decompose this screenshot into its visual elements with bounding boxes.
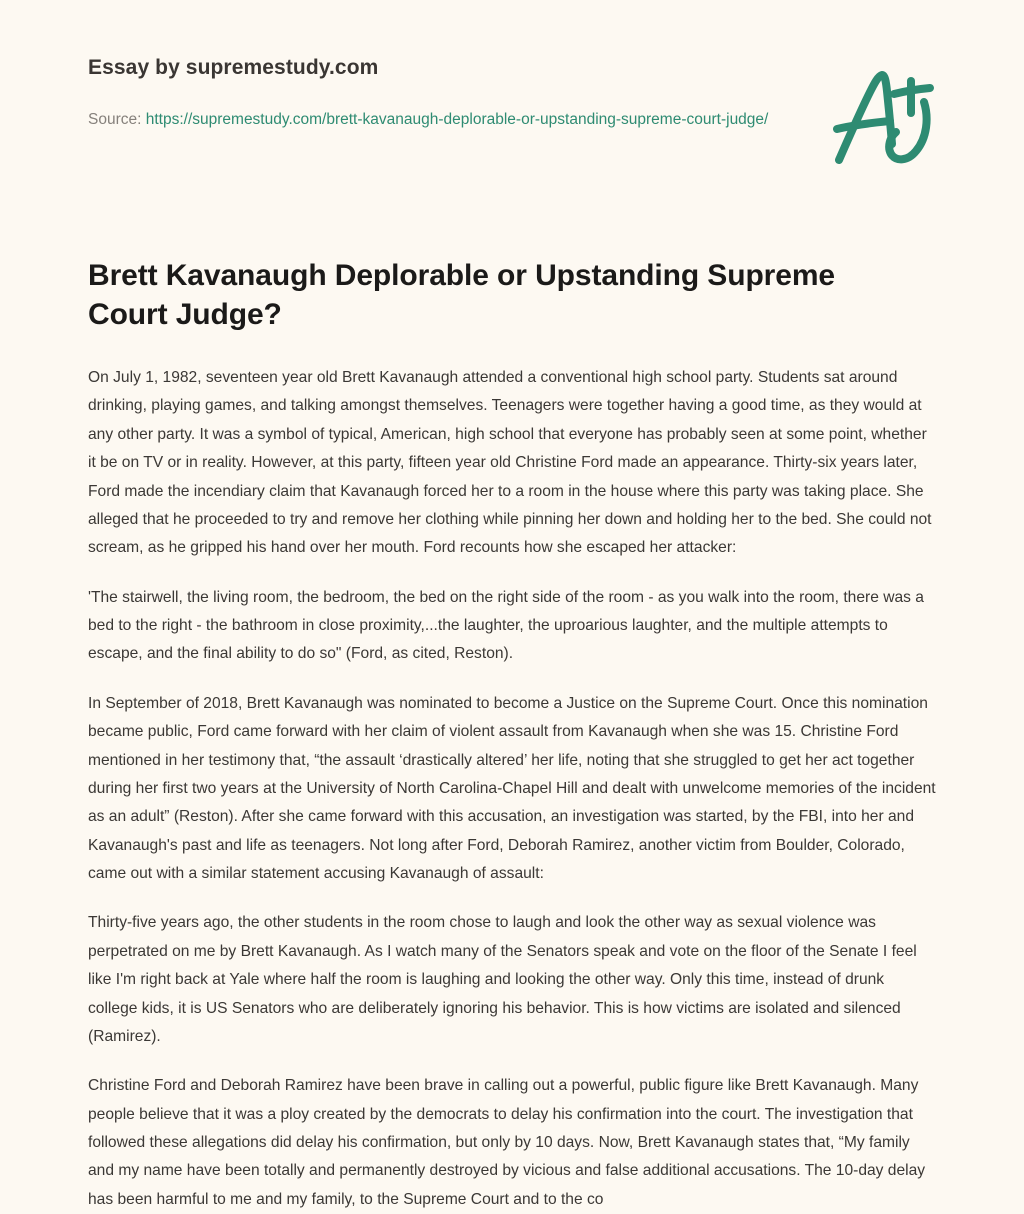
source-url-link[interactable]: https://supremestudy.com/brett-kavanaugh-deplorable-or-upstanding-supreme-court-judge/	[145, 111, 769, 129]
essay-byline: Essay by supremestudy.com	[88, 56, 379, 79]
article	[0, 256, 1024, 1214]
article-body	[88, 364, 936, 1214]
source-line	[88, 107, 778, 132]
paragraph: Christine Ford and Deborah Ramirez have been brave in calling out a powerful, public figure like Brett Kavanaugh. Many people believe that it was a ploy created by the democrats to delay his confirmation into the court. The investigation that followed these allegations did delay his confirmation, but only by 10 days. Now, Brett Kavanaugh states that, “My family and my name have been totally and permanently destroyed by vicious and false additional accusations. The 10-day delay has been harmful to me and my family, to the Supreme Court and to the co	[88, 1077, 926, 1208]
page-header	[0, 0, 1024, 186]
page-title: Brett Kavanaugh Deplorable or Upstanding Supreme Court Judge?	[88, 259, 835, 331]
paragraph: Thirty-five years ago, the other students in the room chose to laugh and look the other way as sexual violence was perpetrated on me by Brett Kavanaugh. As I watch many of the Senators speak and vote on the floor of the Senate I feel like I'm right back at Yale where half the room is laughing and looking the other way. Only this time, instead of drunk college kids, it is US Senators who are deliberately ignoring his behavior. This is how victims are isolated and silenced (Ramirez).	[88, 914, 917, 1045]
paragraph: In September of 2018, Brett Kavanaugh was nominated to become a Justice on the Supreme Court. Once this nomination became public, Ford came forward with her claim of violent assault from Kavanaugh when she was 15. Christine Ford mentioned in her testimony that, “the assault ‘drastically altered’ her life, noting that she struggled to get her act together during her first two years at the University of North Carolina-Chapel Hill and dealt with unwelcome memories of the incident as an adult” (Reston). After she came forward with this accusation, an investigation was started, by the FBI, into her and Kavanaugh's past and life as teenagers. Not long after Ford, Deborah Ramirez, another victim from Boulder, Colorado, came out with a similar statement accusing Kavanaugh of assault:	[88, 694, 936, 882]
source-label: Source:	[88, 111, 142, 129]
paragraph: 'The stairwell, the living room, the bedroom, the bed on the right side of the room - as you walk into the room, there was a bed to the right - the bathroom in close proximity,...the laughter, the uproarious laughter, and the multiple attempts to escape, and the final ability to do so" (Ford, as cited, Reston).	[88, 588, 924, 663]
a-plus-logo-icon	[826, 66, 946, 170]
paragraph: On July 1, 1982, seventeen year old Brett Kavanaugh attended a conventional high school party. Students sat around drinking, playing games, and talking amongst themselves. Teenagers were together having a good time, as they would at any other party. It was a symbol of typical, American, high school that everyone has probably seen at some point, whether it be on TV or in reality. However, at this party, fifteen year old Christine Ford made an appearance. Thirty-six years later, Ford made the incendiary claim that Kavanaugh forced her to a room in the house where this party was taking place. She alleged that he proceeded to try and remove her clothing while pinning her down and holding her to the bed. She could not scream, as he gripped his hand over her mouth. Ford recounts how she escaped her attacker:	[88, 369, 932, 557]
